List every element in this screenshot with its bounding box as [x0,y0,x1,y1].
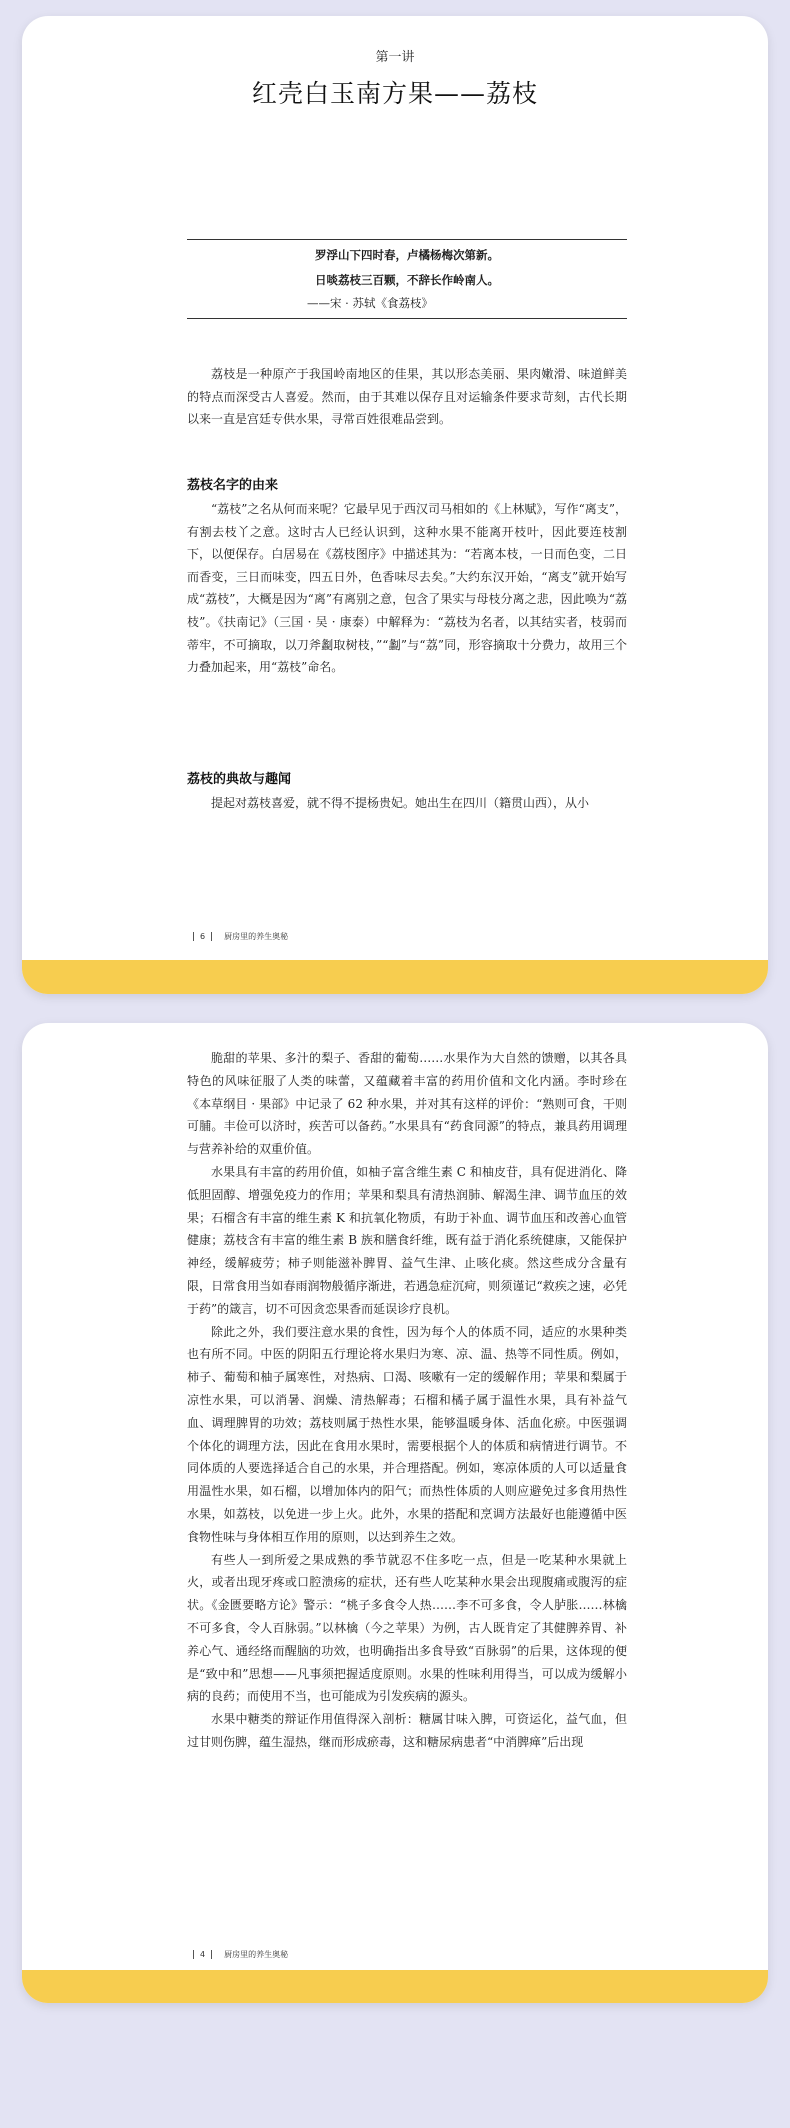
chapter-title: 红壳白玉南方果——荔枝 [251,79,538,108]
footer-divider [193,1950,194,1959]
poem-attribution: ——宋 · 苏轼《食荔枝》 [307,296,433,310]
page-color-band [22,960,768,994]
intro-paragraph: 荔枝是一种原产于我国岭南地区的佳果，其以形态美丽、果肉嫩滑、味道鲜美的特点而深受古人喜爱。然而，由于其难以保存且对运输条件要求苛刻，古代长期以来一直是宫廷专供水果，寻常百姓很难品尝到。 [187,367,627,427]
epigraph-poem [187,239,627,319]
lecture-label: 第一讲 [375,50,415,65]
body-paragraph: 水果具有丰富的药用价值，如柚子富含维生素 C 和柚皮苷，具有促进消化、降低胆固醇、增强免疫力的作用；苹果和梨具有清热润肺、解渴生津、调节血压的效果；石榴含有丰富的维生素 K 和抗氧化物质，有助于补血、调节血压和改善心血管健康；荔枝含有丰富的维生素 B 族和膳食纤维，既有益于消化系统健康，又能保护神经，缓解疲劳；柿子则能滋补脾胃、益气生津、止咳化痰。然这些成分含量有限，日常食用当如春雨润物般循序渐进，若遇急症沉疴，则须谨记“救疾之速，必凭于药”的箴言，切不可因贪恋果香而延误诊疗良机。 [187,1164,627,1316]
footer-divider [211,1950,212,1959]
page-body [187,1047,627,1754]
section-heading-name-origin: 荔枝名字的由来 [187,478,279,493]
book-title: 厨房里的养生奥秘 [224,932,289,941]
page-number: 4 [200,1950,206,1959]
body-paragraph: 脆甜的苹果、多汁的梨子、香甜的葡萄……水果作为大自然的馈赠，以其各具特色的风味征服了人类的味蕾，又蕴藏着丰富的药用价值和文化内涵。李时珍在《本草纲目 · 果部》中记录了 62 种水果，并对其有这样的评价：“熟则可食，干则可脯。丰俭可以济时，疾苦可以备药。”水果具有“药食同源”的特点，兼具药用调理与营养补给的双重价值。 [187,1051,627,1157]
book-page-1 [22,16,768,994]
name-origin-paragraph: “荔枝”之名从何而来呢？它最早见于西汉司马相如的《上林赋》，写作“离支”，有割去枝丫之意。这时古人已经认识到，这种水果不能离开枝叶，因此要连枝割下，以便保存。白居易在《荔枝图序》中描述其为：“若离本枝，一日而色变，二日而香变，三日而味变，四五日外，色香味尽去矣。”大约东汉开始，“离支”就开始写成“荔枝”，大概是因为“离”有离别之意，包含了果实与母枝分离之悲，因此唤为“荔枝”。《扶南记》（三国 · 吴 · 康泰）中解释为：“荔枝为名者，以其结实者，枝弱而蒂牢，不可摘取，以刀斧劙取树枝，”“劙”与“荔”同，形容摘取十分费力，故用三个力叠加起来，用“荔枝”命名。 [187,502,627,675]
body-paragraph: 有些人一到所爱之果成熟的季节就忍不住多吃一点，但是一吃某种水果就上火，或者出现牙疼或口腔溃疡的症状，还有些人吃某种水果会出现腹痛或腹泻的症状。《金匮要略方论》警示：“桃子多食令人热……李不可多食，令人胪胀……林檎不可多食，令人百脉弱。”以林檎（今之苹果）为例，古人既肯定了其健脾养胃、补养心气、通经络而醒脑的功效，也明确指出多食导致“百脉弱”的后果，这体现的便是“致中和”思想——凡事须把握适度原则。水果的性味利用得当，可以成为缓解小病的良药；而使用不当，也可能成为引发疾病的源头。 [187,1552,627,1704]
page-footer [187,1949,288,1960]
footer-divider [193,932,194,941]
footer-divider [211,932,212,941]
section-heading-anecdotes: 荔枝的典故与趣闻 [187,772,292,787]
poem-line-2: 日啖荔枝三百颗，不辞长作岭南人。 [315,273,499,287]
book-title: 厨房里的养生奥秘 [224,1950,289,1959]
body-paragraph: 水果中糖类的辩证作用值得深入剖析：糖属甘味入脾，可资运化，益气血，但过甘则伤脾，蕴生湿热，继而形成瘀毒，这和糖尿病患者“中消脾瘅”后出现 [187,1712,627,1749]
page-footer [187,931,288,942]
poem-line-1: 罗浮山下四时春，卢橘杨梅次第新。 [315,248,499,262]
page-color-band [22,1970,768,2003]
anecdotes-paragraph: 提起对荔枝喜爱，就不得不提杨贵妃。她出生在四川（籍贯山西），从小 [211,796,590,810]
page-number: 6 [200,932,206,941]
body-paragraph: 除此之外，我们要注意水果的食性，因为每个人的体质不同，适应的水果种类也有所不同。中医的阴阳五行理论将水果归为寒、凉、温、热等不同性质。例如，柿子、葡萄和柚子属寒性，对热病、口渴、咳嗽有一定的缓解作用；苹果和梨属于凉性水果，可以消暑、润燥、清热解毒；石榴和橘子属于温性水果，具有补益气血、调理脾胃的功效；荔枝则属于热性水果，能够温暖身体、活血化瘀。中医强调个体化的调理方法，因此在食用水果时，需要根据个人的体质和病情进行调节。不同体质的人要选择适合自己的水果，并合理搭配。例如，寒凉体质的人可以适量食用温性水果，如石榴，以增加体内的阳气；而热性体质的人则应避免过多食用热性水果，如荔枝，以免进一步上火。此外，水果的搭配和烹调方法最好也能遵循中医食物性味与身体相互作用的原则，以达到养生之效。 [187,1324,627,1544]
book-page-2 [22,1023,768,2003]
